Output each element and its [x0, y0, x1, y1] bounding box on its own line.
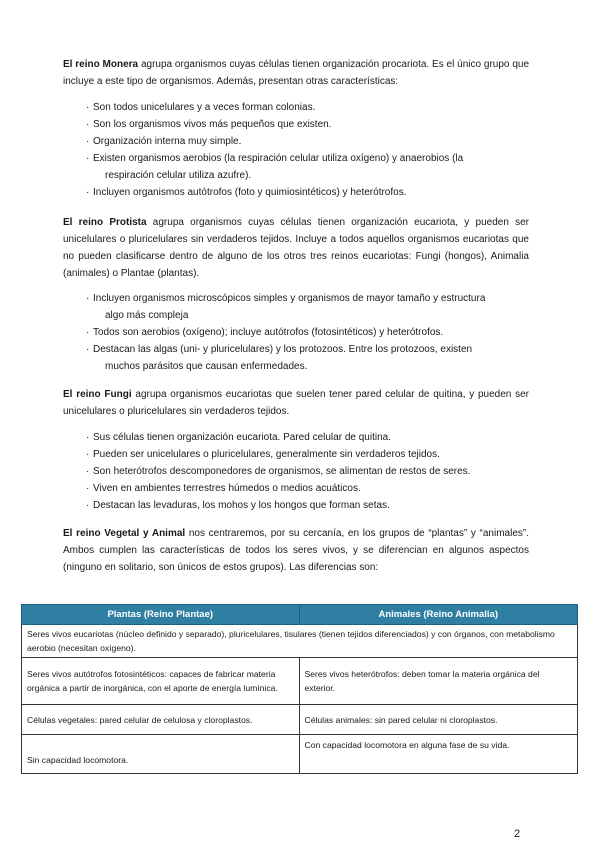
header-animales: Animales (Reino Animalia): [299, 605, 578, 625]
comparison-table: [21, 604, 578, 774]
list-item: · Incluyen organismos autótrofos (foto y quimiosintéticos) y heterótrofos.: [86, 184, 529, 201]
list-item: · Son heterótrofos descomponedores de organismos, se alimentan de restos de seres.: [86, 463, 529, 480]
list-item: [86, 341, 529, 375]
list-item: · Viven en ambientes terrestres húmedos o medios acuáticos.: [86, 480, 529, 497]
list-item-continuation: muchos parásitos que causan enfermedades.: [105, 361, 308, 372]
list-item-text: Incluyen organismos microscópicos simples y organismos de mayor tamaño y estructura: [93, 293, 486, 304]
table-row: [22, 705, 578, 735]
table-header-row: [22, 605, 578, 625]
monera-paragraph: [63, 56, 529, 90]
list-item: · Son los organismos vivos más pequeños que existen.: [86, 116, 529, 133]
list-item: · Sus células tienen organización eucariota. Pared celular de quitina.: [86, 429, 529, 446]
monera-list: [86, 99, 529, 201]
protista-paragraph: [63, 214, 529, 282]
vegetal-animal-title: El reino Vegetal y Animal: [63, 528, 186, 539]
protista-list: [86, 290, 529, 375]
monera-text: agrupa organismos cuyas células tienen organización procariota. Es el único grupo que incluye a este tipo de organismos. Además, presentan otras características:: [63, 59, 530, 87]
list-item-text: Existen organismos aerobios (la respiración celular utiliza oxígeno) y anaerobios (la: [93, 153, 464, 164]
fungi-text: agrupa organismos eucariotas que suelen tener pared celular de quitina, y pueden ser unicelulares o pluricelulares sin verdaderos tejidos.: [63, 389, 529, 417]
shared-cell: Seres vivos eucariotas (núcleo definido y separado), pluricelulares, tisulares (tienen tejidos diferenciados) y con órganos, con metabolismo aerobio (necesitan oxígeno).: [22, 625, 578, 658]
protista-title: El reino Protista: [63, 217, 147, 228]
table-row: [22, 735, 578, 774]
list-item: · Organización interna muy simple.: [86, 133, 529, 150]
list-item: · Son todos unicelulares y a veces forman colonias.: [86, 99, 529, 116]
list-item: · Todos son aerobios (oxígeno); incluye autótrofos (fotosintéticos) y heterótrofos.: [86, 324, 529, 341]
monera-title: El reino Monera: [63, 59, 139, 70]
list-item-continuation: respiración celular utiliza azufre).: [105, 170, 252, 181]
table-cell: Seres vivos autótrofos fotosintéticos: capaces de fabricar materia orgánica a partir de inorgánica, con el aporte de energía lumínica.: [22, 658, 300, 705]
table-cell: Sin capacidad locomotora.: [22, 735, 300, 774]
fungi-title: El reino Fungi: [63, 389, 132, 400]
list-item: · Pueden ser unicelulares o pluricelulares, generalmente sin verdaderos tejidos.: [86, 446, 529, 463]
table-cell: Con capacidad locomotora en alguna fase de su vida.: [299, 735, 578, 774]
vegetal-animal-text: nos centraremos, por su cercanía, en los grupos de “plantas” y “animales”. Ambos cumplen las características de todos los seres vivos, y se diferencian en algunos aspectos (ninguno en solitario, son únicos de estos grupos). Las diferencias son:: [63, 528, 529, 573]
list-item: [86, 290, 529, 324]
list-item: · Destacan las levaduras, los mohos y los hongos que forman setas.: [86, 497, 529, 514]
list-item-text: Destacan las algas (uni- y pluricelulares) y los protozoos. Entre los protozoos, existen: [93, 344, 473, 355]
vegetal-animal-paragraph: [63, 525, 529, 576]
table-row: [22, 625, 578, 658]
list-item-continuation: algo más compleja: [105, 310, 189, 321]
page-number: 2: [514, 828, 521, 840]
table-row: [22, 658, 578, 705]
table-cell: Células vegetales: pared celular de celulosa y cloroplastos.: [22, 705, 300, 735]
fungi-list: [86, 429, 529, 514]
table-cell: Células animales: sin pared celular ni cloroplastos.: [299, 705, 578, 735]
table-cell: Seres vivos heterótrofos: deben tomar la materia orgánica del exterior.: [299, 658, 578, 705]
list-item: [86, 150, 529, 184]
header-plantas: Plantas (Reino Plantae): [22, 605, 300, 625]
fungi-paragraph: [63, 386, 529, 420]
protista-text: agrupa organismos cuyas células tienen organización eucariota, y pueden ser unicelulares o pluricelulares sin verdaderos tejidos. Incluye a todos aquellos organismos eucariotas que no pueden clasificarse dentro de alguno de los otros tres reinos eucariotas: Fungi (hongos), Animalia (animales) o Plantae (plantas).: [63, 217, 529, 279]
